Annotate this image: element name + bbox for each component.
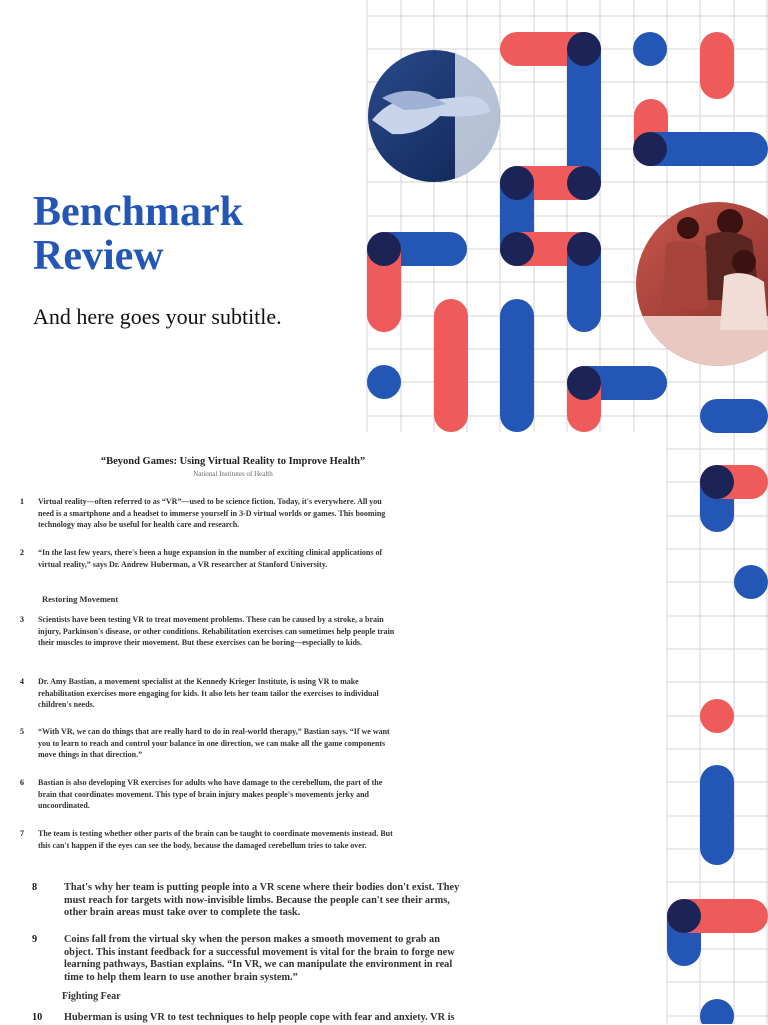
title-line-2: Review [33, 233, 164, 279]
section-heading: Fighting Fear [62, 991, 121, 1002]
team-meeting-photo [636, 202, 768, 366]
paragraph-number: 8 [32, 882, 38, 893]
paragraph-text: That's why her team is putting people into a VR scene where their bodies don't exist. They must reach for targets with now-invisible limbs. Because the people can't see their arms, other brain areas must take over to complete the task. [64, 882, 460, 918]
paragraph [20, 726, 395, 761]
paragraph-text: “In the last few years, there's been a huge expansion in the number of exciting clinical applications of virtual reality,” says Dr. Andrew Huberman, a VR researcher at Stanford University. [38, 548, 383, 569]
paragraph [20, 882, 470, 920]
paragraph-number: 9 [32, 934, 38, 945]
paragraph-number: 2 [20, 548, 24, 557]
paragraph-text: Dr. Amy Bastian, a movement specialist at the Kennedy Krieger Institute, is using VR to make rehabilitation exercises more engaging for kids. It also lets her team tailor the exercises to individual children's needs. [38, 677, 379, 709]
document-excerpt [0, 432, 470, 1024]
paragraph [20, 1012, 470, 1025]
paragraph-text: “With VR, we can do things that are really hard to do in real-world therapy,” Bastian says. “If we want you to learn to reach and control your balance in one direction, we can make all the game components move things in that direction.” [38, 727, 390, 759]
paragraph [20, 547, 395, 570]
paragraph [20, 676, 395, 711]
paragraph [20, 614, 395, 649]
slide-title [33, 190, 243, 278]
document-title: “Beyond Games: Using Virtual Reality to Improve Health” [100, 456, 366, 467]
paragraph-text: Coins fall from the virtual sky when the person makes a smooth movement to grab an object. This instant feedback for a successful movement is vital for the brain to forge new learning pathways, Bastian explains. “In VR, we can manipulate the environment in real time to help them learn to use another brain system.” [64, 934, 455, 983]
document-source: National Institutes of Health [193, 470, 273, 478]
paragraph [20, 777, 395, 812]
handshake-photo [368, 50, 500, 182]
paragraph [20, 496, 395, 531]
paragraph-number: 7 [20, 829, 24, 838]
paragraph-text: Scientists have been testing VR to treat movement problems. These can be caused by a stroke, a brain injury, Parkinson's disease, or other conditions. Rehabilitation exercises can sometimes help people train their muscles to improve their movement. But these exercises can be boring—especially to kids. [38, 615, 395, 647]
paragraph-number: 1 [20, 497, 24, 506]
paragraph-number: 4 [20, 677, 24, 686]
paragraph-number: 6 [20, 778, 24, 787]
paragraph-text: Bastian is also developing VR exercises for adults who have damage to the cerebellum, the part of the brain that coordinates movement. This type of brain injury makes people's movements jerky and uncoordinated. [38, 778, 383, 810]
watermark [0, 353, 1, 420]
paragraph-text: Virtual reality—often referred to as “VR”—used to be science fiction. Today, it's everywhere. All you need is a smartphone and a headset to immerse yourself in 3-D virtual worlds or games. This booming technology may also be useful for health care and research. [38, 497, 386, 529]
paragraph [20, 934, 470, 984]
slide-subtitle: And here goes your subtitle. [33, 304, 282, 329]
paragraph-text: Huberman is using VR to test techniques to help people cope with fear and anxiety. VR is [64, 1012, 455, 1023]
section-heading: Restoring Movement [42, 594, 119, 604]
paragraph-number: 3 [20, 615, 24, 624]
paragraph-text: The team is testing whether other parts of the brain can be taught to coordinate movements instead. But this can't happen if the eyes can see the body, because the damaged cerebellum tries to take over. [38, 829, 393, 850]
title-line-1: Benchmark [33, 189, 243, 235]
paragraph-number: 10 [32, 1012, 43, 1023]
paragraph [20, 828, 395, 851]
paragraph-number: 5 [20, 727, 24, 736]
